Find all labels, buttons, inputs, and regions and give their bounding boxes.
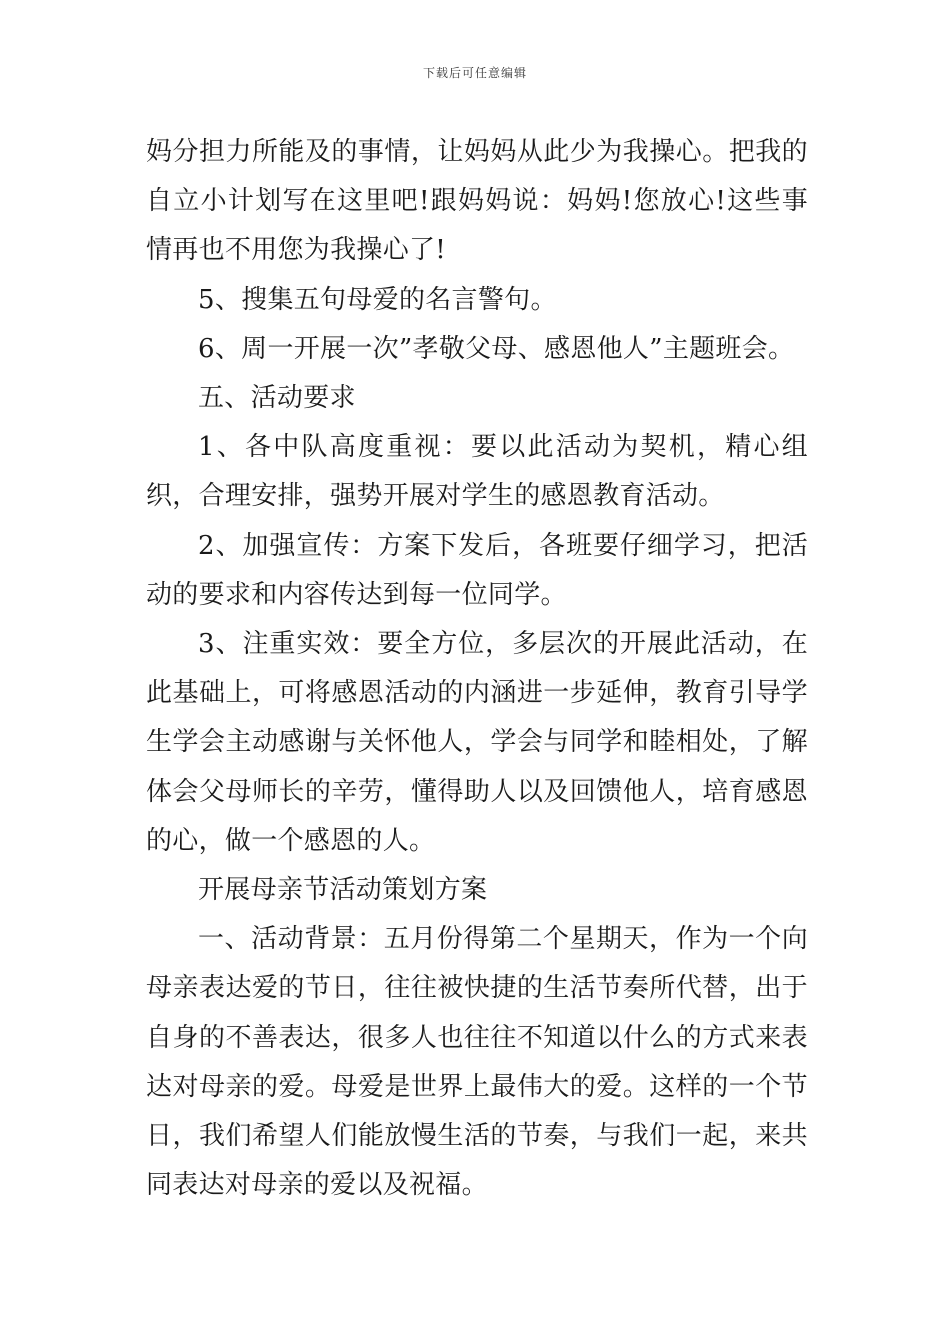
paragraph-item-5: 5、搜集五句母爱的名言警句。 [198,284,557,315]
section-heading-activity-requirements: 五、活动要求 [198,383,356,414]
paragraph-requirement-3: 3、注重实效：要全方位，多层次的开展此活动，在此基础上，可将感恩活动的内涵进一步延伸，教育引导学生学会主动感谢与关怀他人，学会与同学和睦相处，了解体会父母师长的辛劳，懂得助人以及回馈他人，培育感恩的心，做一个感恩的人。 [146,629,808,856]
paragraph-requirement-2: 2、加强宣传：方案下发后，各班要仔细学习，把活动的要求和内容传达到每一位同学。 [146,530,808,610]
paragraph-item-6: 6、周一开展一次”孝敬父母、感恩他人”主题班会。 [198,333,795,364]
header-note: 下载后可任意编辑 [422,66,527,80]
paragraph-continuation: 妈分担力所能及的事情，让妈妈从此少为我操心。把我的自立小计划写在这里吧!跟妈妈说：妈妈!您放心!这些事情再也不用您为我操心了! [146,137,808,266]
document-body [146,128,808,1210]
document-title-mothers-day-plan: 开展母亲节活动策划方案 [198,875,488,906]
paragraph-activity-background: 一、活动背景：五月份得第二个星期天，作为一个向母亲表达爱的节日，往往被快捷的生活节奏所代替，出于自身的不善表达，很多人也往往不知道以什么的方式来表达对母亲的爱。母爱是世界上最伟大的爱。这样的一个节日，我们希望人们能放慢生活的节奏，与我们一起，来共同表达对母亲的爱以及祝福。 [146,924,808,1201]
paragraph-requirement-1: 1、各中队高度重视：要以此活动为契机，精心组织，合理安排，强势开展对学生的感恩教育活动。 [146,432,808,512]
